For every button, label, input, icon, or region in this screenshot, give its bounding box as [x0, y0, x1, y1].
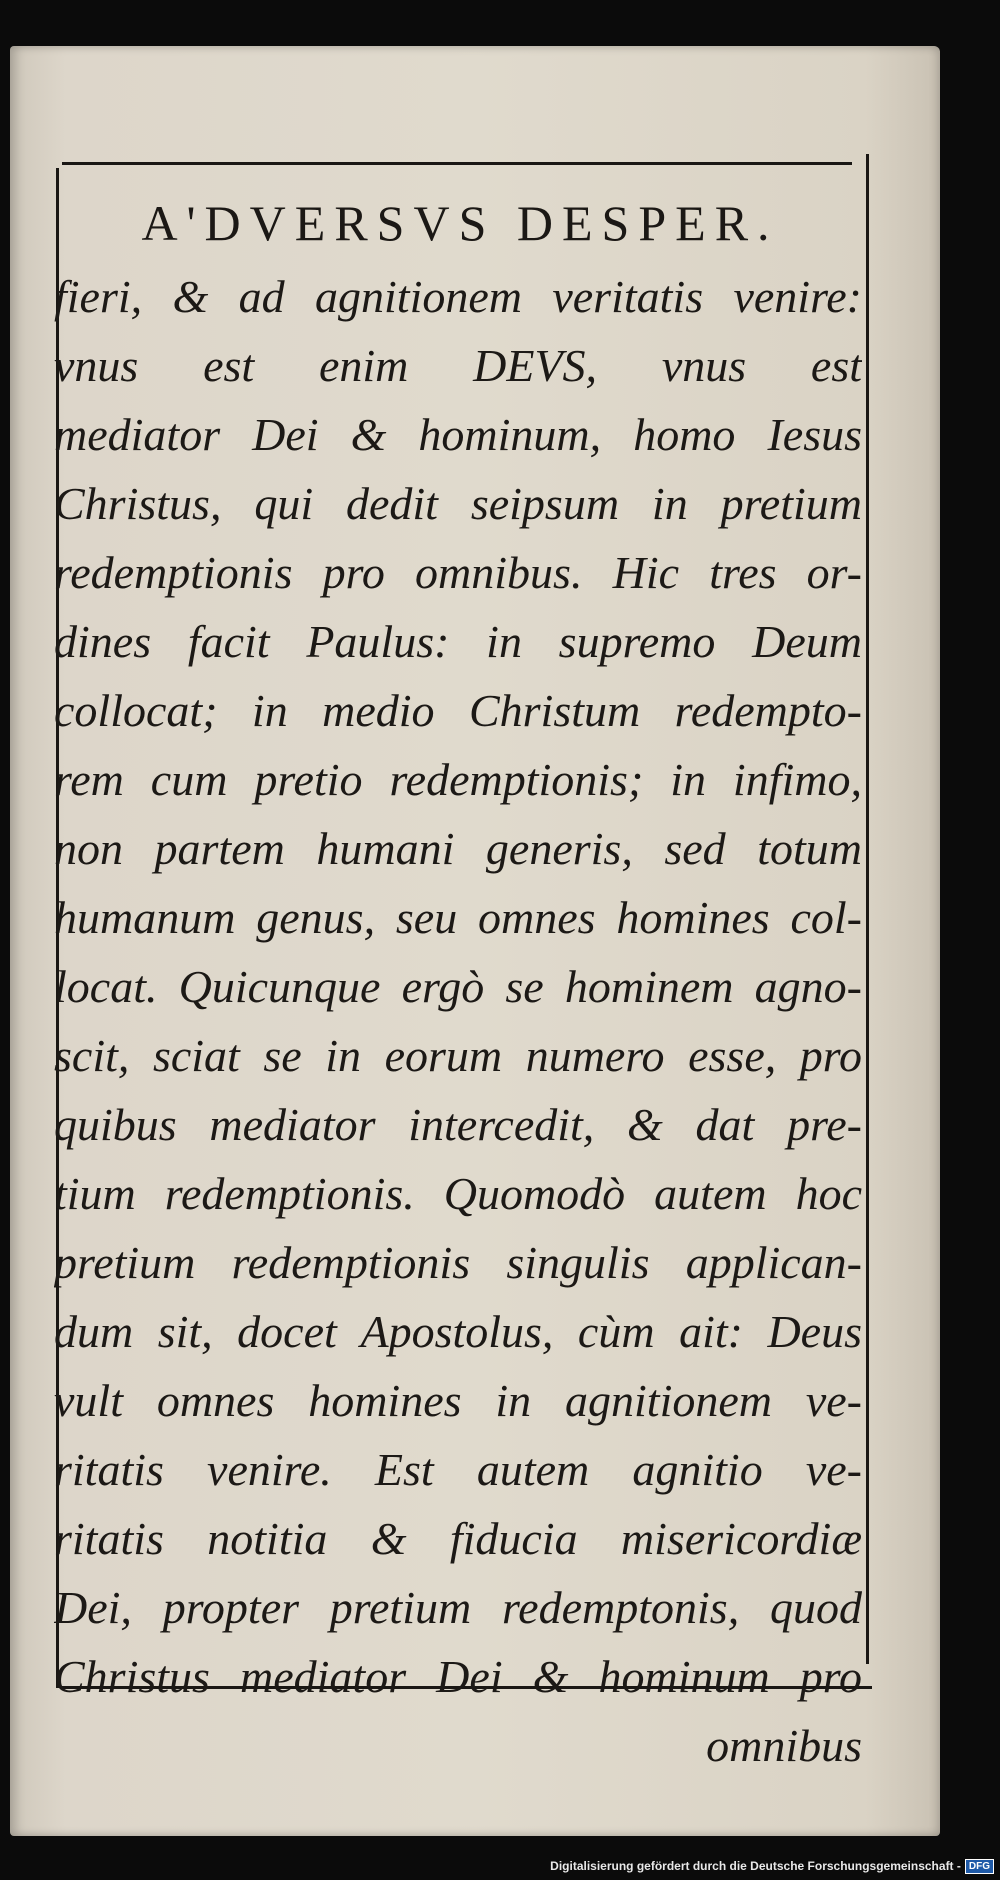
book-page — [10, 46, 940, 1836]
text-line: scit, sciat se in eorum numero esse, pro — [54, 1030, 862, 1081]
text-line: fieri, & ad agnitionem veritatis venire: — [54, 271, 862, 322]
text-line: pretium redemptionis singulis applican- — [54, 1237, 862, 1288]
text-line: dum sit, docet Apostolus, cùm ait: Deus — [54, 1306, 862, 1357]
text-line: humanum genus, seu omnes homines col- — [54, 892, 862, 943]
text-line: ritatis venire. Est autem agnitio ve- — [54, 1444, 862, 1495]
catchword: omnibus — [706, 1720, 862, 1771]
top-border-rule — [62, 162, 852, 165]
text-line: vult omnes homines in agnitionem ve- — [54, 1375, 862, 1426]
text-line: dines facit Paulus: in supremo Deum — [54, 616, 862, 667]
text-line: rem cum pretio redemptionis; in infimo, — [54, 754, 862, 805]
running-head: A'DVERSVS DESPER. — [141, 195, 779, 251]
text-line: redemptionis pro omnibus. Hic tres or- — [54, 547, 862, 598]
text-line: mediator Dei & hominum, homo Iesus — [54, 409, 862, 460]
text-line: Dei, propter pretium redemptonis, quod — [54, 1582, 862, 1633]
text-line: locat. Quicunque ergò se hominem agno- — [54, 961, 862, 1012]
digitization-credit — [550, 1856, 994, 1876]
text-line: non partem humani generis, sed totum — [54, 823, 862, 874]
text-line: vnus est enim DEVS, vnus est — [54, 340, 862, 391]
text-line: tium redemptionis. Quomodò autem hoc — [54, 1168, 862, 1219]
text-line: ritatis notitia & fiducia misericordiæ — [54, 1513, 862, 1564]
right-border-rule — [866, 154, 869, 1664]
text-line: collocat; in medio Christum redempto- — [54, 685, 862, 736]
text-line: quibus mediator intercedit, & dat pre- — [54, 1099, 862, 1150]
text-line: Christus, qui dedit seipsum in pretium — [54, 478, 862, 529]
credit-text: Digitalisierung gefördert durch die Deutsche Forschungsgemeinschaft - — [550, 1859, 961, 1873]
body-text — [54, 262, 862, 1780]
text-line: Christus mediator Dei & hominum pro — [54, 1651, 862, 1702]
dfg-logo-icon: DFG — [965, 1859, 994, 1874]
